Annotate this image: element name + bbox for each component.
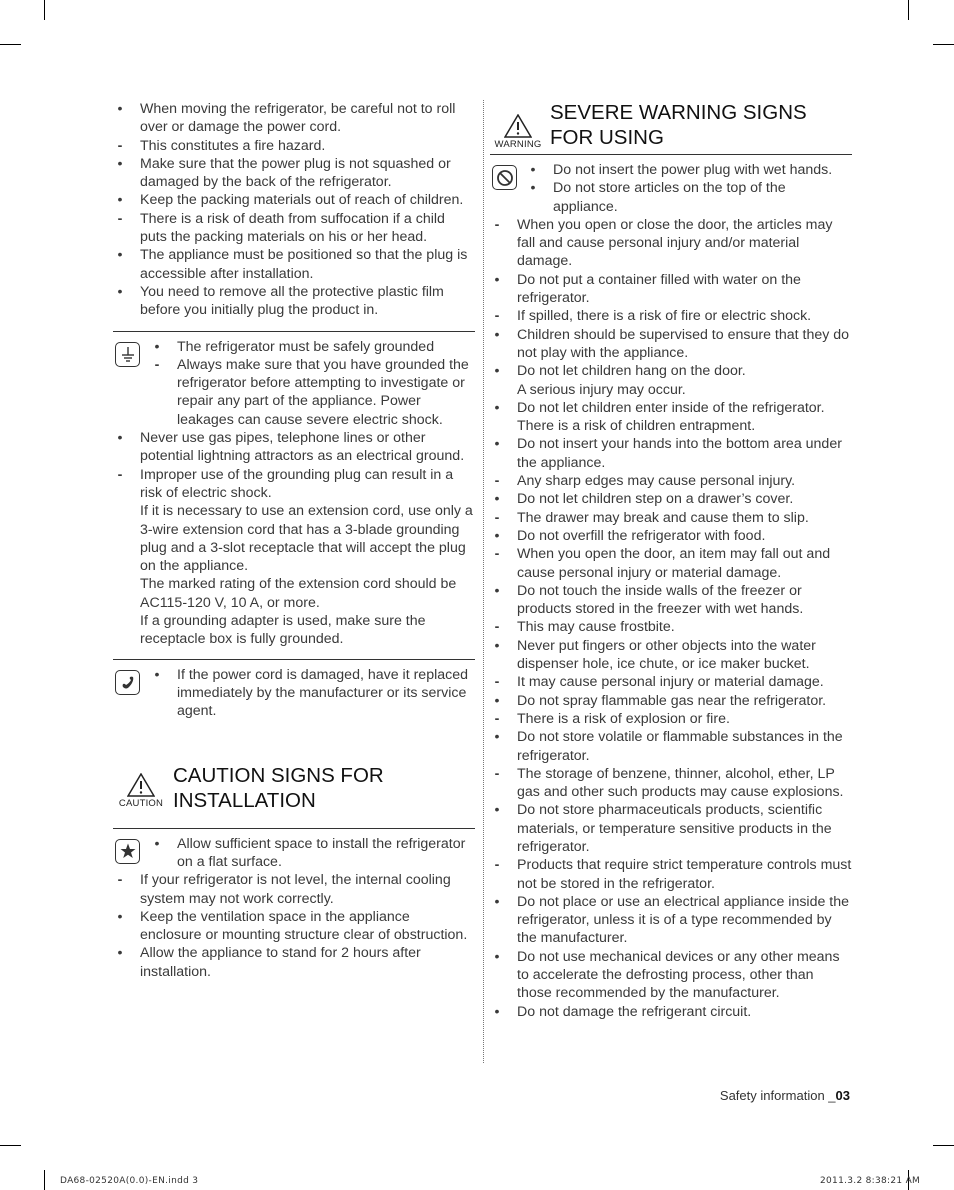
caution-triangle-icon: [113, 773, 169, 809]
list-item: [490, 692, 852, 710]
dash-marker: -: [117, 137, 123, 154]
list-item: [490, 326, 852, 363]
bullet-marker: •: [117, 908, 123, 925]
power-cord-list: [113, 666, 475, 721]
bullet-marker: •: [494, 363, 500, 380]
list-item-text: The refrigerator must be safely grounded: [177, 338, 435, 355]
list-item: [490, 490, 852, 508]
crop-mark: [908, 0, 909, 20]
list-item: [150, 835, 475, 872]
list-item-text: Always make sure that you have grounded the refrigerator before attempting to investigate or repair any part of the appliance. Power leakages can cause severe electric shock.: [177, 356, 469, 428]
list-item-text: Make sure that the power plug is not squashed or damaged by the back of the refrigerator.: [140, 155, 451, 191]
crop-mark: [44, 0, 45, 20]
list-item: [490, 728, 852, 765]
dash-marker: -: [494, 216, 500, 233]
list-item: [526, 179, 852, 216]
list-item-text: Any sharp edges may cause personal injury.: [517, 473, 796, 490]
crop-mark: [0, 1145, 21, 1146]
list-item-text: The storage of benzene, thinner, alcohol, ether, LP gas and other such products may cause explosions.: [517, 765, 844, 801]
caution-heading: [113, 763, 475, 821]
list-item: [490, 948, 852, 1003]
list-item-text: Do not overfill the refrigerator with food.: [517, 527, 766, 544]
list-item-text: Do not insert the power plug with wet hands.: [553, 162, 833, 178]
power-cord-block: [113, 659, 475, 741]
list-item: [490, 307, 852, 325]
column-divider: [483, 100, 484, 1063]
list-item-text: There is a risk of death from suffocation if a child puts the packing materials on his or her head.: [140, 210, 445, 246]
list-item-text: Children should be supervised to ensure that they do not play with the appliance.: [517, 326, 850, 361]
list-item-text: This constitutes a fire hazard.: [140, 137, 326, 154]
footer-section: Safety information _: [719, 1088, 836, 1103]
bullet-marker: •: [494, 948, 500, 965]
bullet-marker: •: [494, 729, 500, 746]
list-item: [490, 801, 852, 856]
list-item-text: Do not let children hang on the door. A serious injury may occur.: [517, 363, 746, 398]
bullet-marker: •: [117, 101, 123, 117]
list-item: [113, 944, 475, 981]
list-item: [113, 429, 475, 466]
crop-mark: [933, 44, 954, 45]
list-item: [490, 435, 852, 472]
bullet-marker: •: [117, 247, 123, 264]
list-item: [113, 137, 475, 155]
right-column: [490, 100, 852, 1021]
caution-title: CAUTION SIGNS FOR INSTALLATION: [173, 763, 384, 812]
bullet-marker: •: [117, 430, 123, 447]
dash-marker: -: [494, 619, 500, 636]
warning-title: SEVERE WARNING SIGNS FOR USING: [550, 101, 807, 149]
bullet-marker: •: [117, 192, 123, 209]
bullet-marker: •: [494, 436, 500, 453]
space-block: [113, 828, 475, 872]
prohibited-list: [490, 161, 852, 216]
list-item: [490, 893, 852, 948]
bullet-marker: •: [494, 1003, 500, 1020]
dash-marker: -: [494, 674, 500, 691]
bullet-marker: •: [530, 162, 536, 178]
list-item: [113, 191, 475, 209]
list-item-text: Do not let children enter inside of the refrigerator. There is a risk of children entrapment.: [517, 399, 825, 435]
list-item: [150, 338, 475, 356]
bullet-marker: •: [494, 802, 500, 819]
bullet-marker: •: [494, 582, 500, 599]
list-item-text: Products that require strict temperature controls must not be stored in the refrigerator.: [517, 857, 852, 892]
list-item: [490, 399, 852, 436]
grounding-block: [113, 331, 475, 429]
prohibited-icon: [492, 165, 517, 190]
list-item: [113, 283, 475, 320]
list-item-text: If the power cord is damaged, have it replaced immediately by the manufacturer or its service agent.: [177, 666, 469, 720]
warning-list: [490, 216, 852, 1021]
star-icon: [115, 839, 140, 864]
list-item-text: Do not let children step on a drawer’s cover.: [517, 491, 794, 508]
list-item: [490, 1003, 852, 1021]
bullet-marker: •: [530, 180, 536, 197]
warning-label: WARNING: [494, 139, 542, 150]
list-item: [490, 618, 852, 636]
list-item-text: This may cause frostbite.: [517, 619, 675, 636]
list-item-text: Do not store articles on the top of the appliance.: [553, 180, 786, 215]
bullet-marker: •: [154, 666, 160, 683]
bullet-marker: •: [494, 271, 500, 288]
phone-icon: [115, 670, 140, 695]
space-list: [113, 835, 475, 872]
bullet-marker: •: [494, 692, 500, 709]
list-item: [113, 210, 475, 247]
list-item-text: You need to remove all the protective plastic film before you initially plug the product in.: [140, 283, 444, 319]
list-item-text: When you open the door, an item may fall out and cause personal injury or material damage.: [517, 546, 831, 581]
list-item-text: Keep the ventilation space in the appliance enclosure or mounting structure clear of obstruction.: [140, 908, 468, 944]
dash-marker: -: [494, 473, 500, 490]
list-item: [490, 545, 852, 582]
bullet-marker: •: [494, 399, 500, 416]
caution-label: CAUTION: [118, 797, 164, 809]
dash-marker: -: [494, 710, 500, 727]
grounding-details-list: [113, 429, 475, 649]
bullet-marker: •: [154, 835, 160, 852]
list-item: [490, 527, 852, 545]
list-item-text: Never put fingers or other objects into the water dispenser hole, ice chute, or ice maker bucket.: [517, 637, 816, 673]
date-slug: 2011.3.2 8:38:21 AM: [820, 1176, 921, 1186]
file-slug: DA68-02520A(0.0)-EN.indd 3: [60, 1176, 199, 1186]
installation-list: [113, 100, 475, 320]
dash-marker: -: [117, 210, 123, 227]
bullet-marker: •: [494, 893, 500, 910]
list-item-text: Keep the packing materials out of reach of children.: [140, 192, 464, 209]
list-item-text: Allow the appliance to stand for 2 hours after installation.: [140, 945, 421, 980]
list-item: [113, 246, 475, 283]
dash-marker: -: [117, 872, 123, 889]
list-item: [490, 856, 852, 893]
bullet-marker: •: [117, 945, 123, 962]
list-item: [490, 710, 852, 728]
dash-marker: -: [117, 466, 123, 483]
list-item-text: Do not damage the refrigerant circuit.: [517, 1003, 752, 1020]
list-item-text: Do not store pharmaceuticals products, scientific materials, or temperature sensitive products in the refrigerator.: [517, 802, 832, 855]
list-item-text: There is a risk of explosion or fire.: [517, 710, 730, 727]
list-item-text: The drawer may break and cause them to slip.: [517, 509, 809, 526]
list-item: [490, 509, 852, 527]
list-item: [490, 362, 852, 399]
list-item-text: Do not touch the inside walls of the freezer or products stored in the freezer with wet hands.: [517, 582, 804, 618]
dash-marker: -: [494, 765, 500, 782]
list-item: [113, 871, 475, 908]
bullet-marker: •: [494, 637, 500, 654]
list-item-text: Do not put a container filled with water on the refrigerator.: [517, 271, 801, 307]
crop-mark: [44, 1170, 45, 1190]
list-item: [490, 472, 852, 490]
list-item-text: If your refrigerator is not level, the internal cooling system may not work correctly.: [140, 872, 451, 907]
list-item-text: The appliance must be positioned so that the plug is accessible after installation.: [140, 247, 468, 282]
crop-mark: [933, 1145, 954, 1146]
list-item: [490, 637, 852, 674]
list-item-text: Do not insert your hands into the bottom area under the appliance.: [517, 436, 842, 471]
grounding-list: [113, 338, 475, 429]
dash-marker: -: [494, 509, 500, 526]
list-item: [150, 356, 475, 429]
prohibited-block: [490, 154, 852, 216]
bullet-marker: •: [494, 491, 500, 508]
leveling-list: [113, 871, 475, 981]
list-item-text: Do not place or use an electrical appliance inside the refrigerator, unless it is of a type recommended by the manufacturer.: [517, 893, 850, 947]
bullet-marker: •: [494, 326, 500, 343]
crop-mark: [0, 44, 21, 45]
warning-heading: [490, 100, 852, 154]
page-footer: [720, 1087, 850, 1105]
list-item: [113, 100, 475, 137]
list-item: [490, 673, 852, 691]
ground-icon: [115, 342, 140, 367]
list-item: [490, 216, 852, 271]
list-item: [113, 466, 475, 649]
bullet-marker: •: [154, 338, 160, 355]
list-item-text: When moving the refrigerator, be careful not to roll over or damage the power cord.: [140, 101, 456, 136]
list-item: [113, 908, 475, 945]
warning-triangle-icon: [490, 114, 546, 150]
bullet-marker: •: [117, 283, 123, 300]
list-item-text: Improper use of the grounding plug can result in a risk of electric shock. If it is necessary to use an extension cord, use only a 3-wire extension cord that has a 3-blade grounding plug and a 3-slot receptacle that will accept the plug on the appliance. The marked rating of the extension cord should be AC115-120 V, 10 A, or more. If a grounding adapter is used, make sure the receptacle box is fully grounded.: [140, 466, 473, 648]
dash-marker: -: [494, 857, 500, 874]
list-item-text: Allow sufficient space to install the refrigerator on a flat surface.: [177, 835, 466, 870]
list-item: [490, 271, 852, 308]
dash-marker: -: [154, 356, 160, 373]
list-item-text: Do not spray flammable gas near the refrigerator.: [517, 692, 827, 709]
list-item: [490, 765, 852, 802]
list-item-text: If spilled, there is a risk of fire or electric shock.: [517, 308, 812, 325]
list-item-text: Never use gas pipes, telephone lines or other potential lightning attractors as an electrical ground.: [140, 430, 465, 465]
list-item: [150, 666, 475, 721]
dash-marker: -: [494, 308, 500, 325]
dash-marker: -: [494, 546, 500, 563]
list-item-text: It may cause personal injury or material damage.: [517, 674, 824, 691]
left-column: [113, 100, 475, 981]
list-item: [526, 161, 852, 179]
bullet-marker: •: [117, 155, 123, 172]
list-item: [490, 582, 852, 619]
list-item-text: Do not store volatile or flammable substances in the refrigerator.: [517, 729, 843, 764]
list-item-text: Do not use mechanical devices or any other means to accelerate the defrosting process, other than those recommended by the manufacturer.: [517, 948, 840, 1002]
page-number: 03: [835, 1088, 850, 1103]
list-item: [113, 155, 475, 192]
list-item-text: When you open or close the door, the articles may fall and cause personal injury and/or material damage.: [517, 216, 833, 270]
bullet-marker: •: [494, 527, 500, 544]
